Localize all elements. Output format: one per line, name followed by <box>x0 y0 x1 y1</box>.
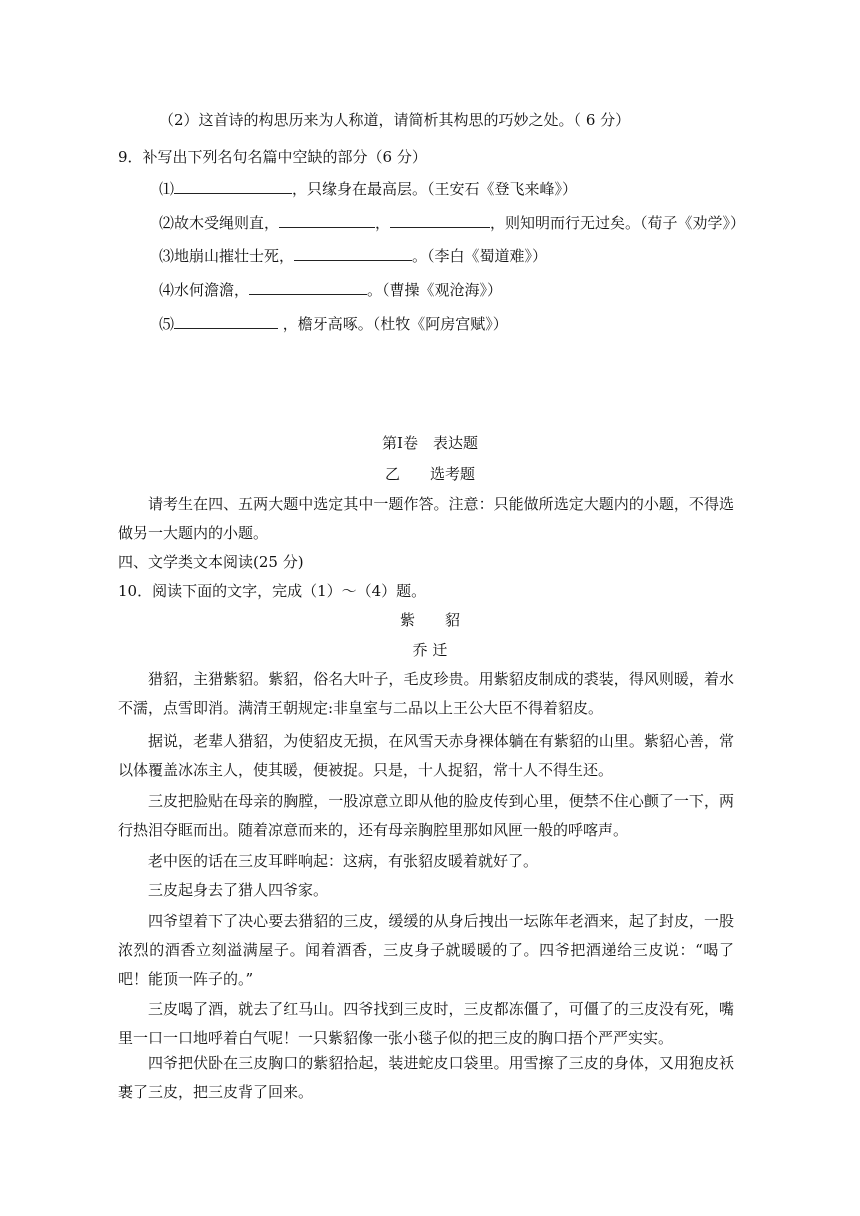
item-text-before: 故木受绳则直， <box>174 214 280 232</box>
item-number: ⑸ <box>159 315 175 333</box>
story-paragraph-3: 三皮把脸贴在母亲的胸膛，一股凉意立即从他的脸皮传到心里，便禁不住心颤了一下，两行热泪夺眶而出。随着凉意而来的，还有母亲胸腔里那如风匣一般的呼喀声。 <box>118 792 734 839</box>
item-number: ⑴ <box>159 180 175 198</box>
q9-item-1 <box>159 179 577 199</box>
answer-blank[interactable] <box>294 246 412 261</box>
story-paragraph-7: 三皮喝了酒，就去了红马山。四爷找到三皮时，三皮都冻僵了，可僵了的三皮没有死，嘴里一口一口地呼着白气呢！一只紫貂像一张小毯子似的把三皮的胸口捂个严严实实。 <box>118 1000 734 1047</box>
story-paragraph-6: 四爷望着下了决心要去猎貂的三皮，缓缓的从身后拽出一坛陈年老酒来，起了封皮，一股浓烈的酒香立刻溢满屋子。闻着酒香，三皮身子就暖暖的了。四爷把酒递给三皮说：“喝了吧！能顶一阵子的。” <box>118 912 734 988</box>
section-instruction: 请考生在四、五两大题中选定其中一题作答。注意：只能做所选定大题内的小题，不得选做另一大题内的小题。 <box>118 495 734 542</box>
q9-title: 9．补写出下列名句名篇中空缺的部分（6 分） <box>118 148 427 166</box>
q9-item-2 <box>159 213 745 233</box>
item-text-before: 水何澹澹， <box>174 281 250 299</box>
story-paragraph-5: 三皮起身去了猎人四爷家。 <box>148 881 329 899</box>
item-text-before: 地崩山摧壮士死， <box>174 247 295 265</box>
story-paragraph-4: 老中医的话在三皮耳畔响起：这病，有张貂皮暖着就好了。 <box>148 852 539 870</box>
q9-item-4 <box>159 280 502 300</box>
item-text-after: ，则知明而行无过矣。（荀子《劝学》） <box>490 214 746 232</box>
part4-heading: 四、文学类文本阅读(25 分) <box>118 553 304 571</box>
story-paragraph-2: 据说，老辈人猎貂，为使貂皮无损，在风雪天赤身裸体躺在有紫貂的山里。紫貂心善，常以体覆盖冰冻主人，使其暖，便被捉。只是，十人捉貂，常十人不得生还。 <box>118 732 734 779</box>
item-text-after: 。（李白《蜀道难》） <box>412 247 548 265</box>
item-text-after: ，檐牙高啄。（杜牧《阿房宫赋》） <box>278 315 508 333</box>
item-text-middle: ， <box>375 214 391 232</box>
q9-item-5 <box>159 314 508 334</box>
section-heading: 第Ⅰ卷 表达题 <box>382 434 478 452</box>
answer-blank[interactable] <box>174 179 292 194</box>
story-paragraph-1: 猎貂，主猎紫貂。紫貂，俗名大叶子，毛皮珍贵。用紫貂皮制成的裘装，得风则暖，着水不濡，点雪即消。满清王朝规定:非皇室与二品以上王公大臣不得着貂皮。 <box>118 670 734 717</box>
item-text-after: ，只缘身在最高层。（王安石《登飞来峰》） <box>292 180 578 198</box>
story-paragraph-8: 四爷把伏卧在三皮胸口的紫貂拾起，装进蛇皮口袋里。用雪擦了三皮的身体，又用狍皮袄裹了三皮，把三皮背了回来。 <box>118 1054 734 1101</box>
answer-blank[interactable] <box>279 213 375 228</box>
story-title: 紫 貂 <box>399 611 460 629</box>
answer-blank[interactable] <box>174 314 278 329</box>
q10-prompt: 10．阅读下面的文字，完成（1）～（4）题。 <box>118 582 427 600</box>
item-number: ⑶ <box>159 247 175 265</box>
section-subheading: 乙 选考题 <box>384 465 475 483</box>
item-number: ⑵ <box>159 214 175 232</box>
item-number: ⑷ <box>159 281 175 299</box>
item-text-after: 。（曹操《观沧海》） <box>367 281 503 299</box>
q8-subquestion-2: （2）这首诗的构思历来为人称道，请简析其构思的巧妙之处。（ 6 分） <box>159 111 631 129</box>
answer-blank[interactable] <box>390 213 490 228</box>
story-author: 乔 迁 <box>412 641 448 659</box>
answer-blank[interactable] <box>249 280 367 295</box>
q9-item-3 <box>159 246 547 266</box>
